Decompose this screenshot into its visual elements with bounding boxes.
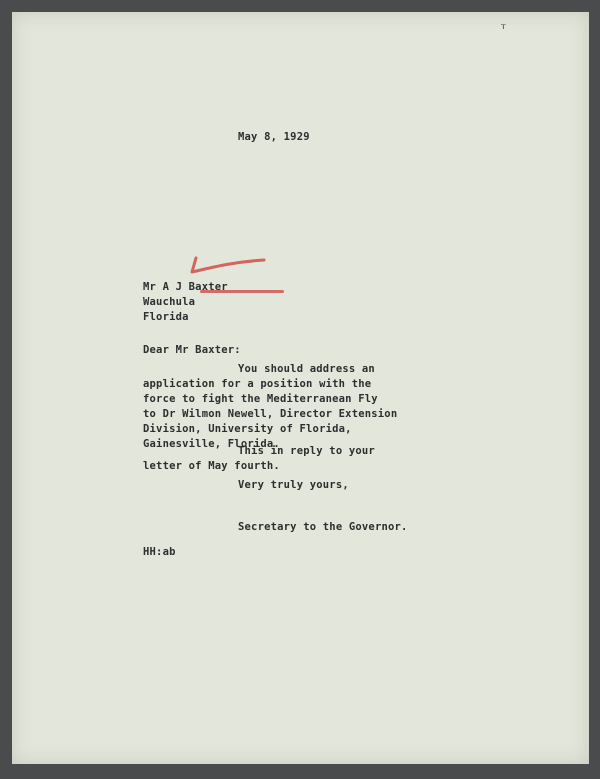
paragraph1-line2: application for a position with the: [143, 378, 372, 390]
closing: Very truly yours,: [238, 479, 349, 491]
recipient-city: Wauchula: [143, 296, 196, 308]
paragraph1-line5: Division, University of Florida,: [143, 423, 352, 435]
paragraph1-line3: force to fight the Mediterranean Fly: [143, 393, 378, 405]
corner-pencil-mark: ᵀ: [501, 22, 506, 36]
salutation: Dear Mr Baxter:: [143, 344, 241, 356]
typist-initials: HH:ab: [143, 546, 176, 558]
paragraph2-line2: letter of May fourth.: [143, 460, 280, 472]
paragraph1-line4: to Dr Wilmon Newell, Director Extension: [143, 408, 398, 420]
signature-title: Secretary to the Governor.: [238, 521, 408, 533]
recipient-state: Florida: [143, 311, 189, 323]
recipient-name: Mr A J Baxter: [143, 281, 228, 293]
letter-date: May 8, 1929: [238, 131, 310, 143]
paragraph1-line1: You should address an: [238, 363, 375, 375]
paragraph1-line6: Gainesville, Florida.: [143, 438, 280, 450]
paragraph2-line1: This in reply to your: [238, 445, 375, 457]
